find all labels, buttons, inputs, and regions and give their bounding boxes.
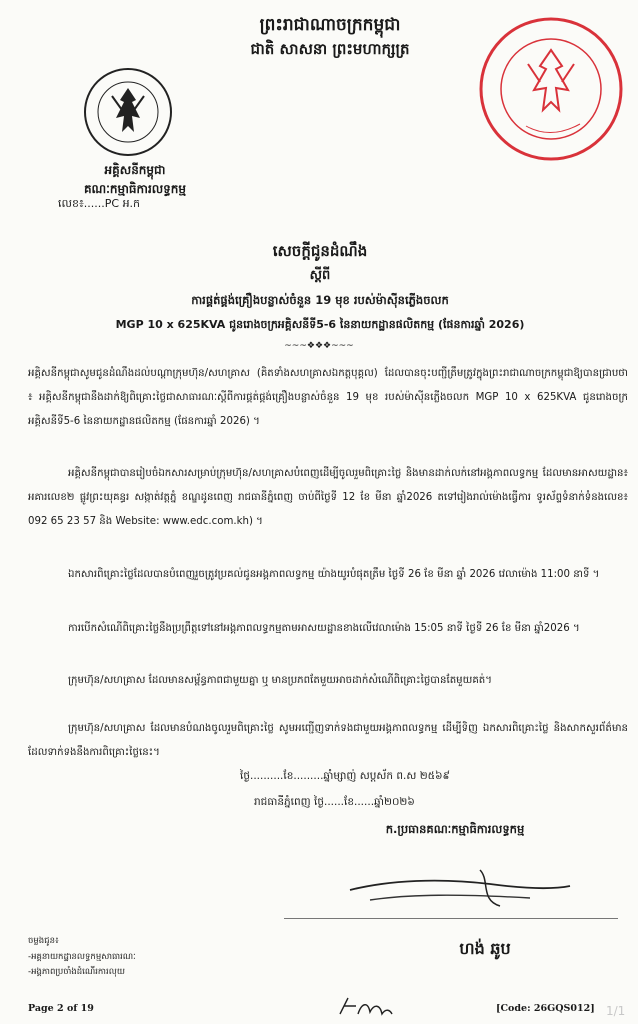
motto-heading: ជាតិ សាសនា ព្រះមហាក្សត្រ (250, 40, 410, 58)
title-ornament: ~~~❖❖❖~~~ (284, 341, 354, 351)
org-dept: គណៈកម្មាធិការលទ្ធកម្ម (83, 182, 187, 196)
lunar-date: ថ្ងៃ..........ខែ.........ឆ្នាំម្សាញ់ សប្តស័ក ព.ស ២៥៦៩ (240, 770, 450, 782)
org-name: អគ្គិសនីកម្ពុជា (104, 163, 166, 177)
subject-line-1: ការផ្គត់ផ្គង់គ្រឿងបន្លាស់ចំនួន 19 មុខ របស់ម៉ាស៊ីនភ្លើងចលក (191, 293, 449, 307)
paragraph-3: ឯកសារពិគ្រោះថ្លៃដែលបានបំពេញរួចត្រូវប្រគល់ជូនអង្គភាពលទ្ធកម្ម យ៉ាងយូរបំផុតត្រឹម ថ្ងៃទី 26 ខែ មីនា ឆ្នាំ 2026 វេលាម៉ោង 11:00 នាទី ។ (68, 569, 600, 580)
cc-title: ចម្លងជូន៖ (28, 936, 59, 946)
reference-number: លេខ៖......PC អ.ក (58, 197, 141, 210)
signer-title: ក.ប្រធានគណៈកម្មាធិការលទ្ធកម្ម (385, 822, 525, 836)
page-indicator: Page 2 of 19 (28, 1003, 94, 1014)
kingdom-heading: ព្រះរាជាណាចក្រកម្ពុជា (259, 15, 401, 35)
notice-title: សេចក្តីជូនដំណឹង (272, 242, 368, 260)
paragraph-2: អគ្គិសនីកម្ពុជាបានរៀបចំឯកសារសម្រាប់ក្រុមហ៊ុន/សហគ្រាសបំពេញដើម្បីចូលរួមពិគ្រោះថ្លៃ និងមានដាក់លក់នៅអង្គភាពលទ្ធកម្ម ដែលមានអាសយដ្ឋាន៖ អគារលេខ២ ផ្លូវព្រះយុគន្ធរ សង្កាត់វត្តភ្នំ ខណ្ឌដូនពេញ រាជធានីភ្នំពេញ ចាប់ពីថ្ងៃទី 12 ខែ មីនា ឆ្នាំ2026 តទៅរៀងរាល់ម៉ោងធ្វើការ ទូរស័ព្ទទំនាក់ទំនងលេខ៖ 092 65 23 57 និង Website: www.edc.com.kh) ។ (28, 468, 628, 527)
edc-logo (82, 66, 174, 158)
signer-name: ហង់ ឆូប (459, 939, 511, 958)
handwritten-signature (330, 850, 580, 920)
notice-about: ស្តីពី (309, 268, 331, 283)
paragraph-6: ក្រុមហ៊ុន/សហគ្រាស ដែលមានបំណងចូលរួមពិគ្រោះថ្លៃ សូមអញ្ជើញទាក់ទងជាមួយអង្គភាពលទ្ធកម្ម ដើម្បីទិញ ឯកសារពិគ្រោះថ្លៃ និងសាកសួរព័ត៌មានដែលទាក់ទងនឹងការពិគ្រោះថ្លៃនេះ។ (28, 723, 628, 758)
paragraph-1: អគ្គិសនីកម្ពុជាសូមជូនដំណឹងដល់បណ្តាក្រុមហ៊ុន/សហគ្រាស (គិតទាំងសហគ្រាសឯកត្តបុគ្គល) ដែលបានចុះបញ្ជីត្រឹមត្រូវក្នុងព្រះរាជាណាចក្រកម្ពុជាឱ្យបានជ្រាបថា ៖ អគ្គិសនីកម្ពុជានឹងដាក់ឱ្យពិគ្រោះថ្លៃជាសាធារណៈស្តីពីការផ្គត់ផ្គង់គ្រឿងបន្លាស់ចំនួន 19 មុខ របស់ម៉ាស៊ីនភ្លើងចលក MGP 10 x 625KVA ជូនរោងចក្រអគ្គិសនីទី5-6 នៃនាយកដ្ឋានផលិតកម្ម (ផែនការឆ្នាំ 2026) ។ (28, 368, 628, 427)
cc-item: -អគ្គនាយកដ្ឋានលទ្ធកម្មសាធារណៈ (28, 952, 136, 962)
paragraph-5: ក្រុមហ៊ុន/សហគ្រាស ដែលមានសម្ព័ន្ធភាពជាមួយគ្នា ឬ មានប្រភពតែមួយអាចដាក់សំណើពិគ្រោះថ្លៃបានតែមួយគត់។ (68, 675, 492, 686)
solar-date: រាជធានីភ្នំពេញ ថ្ងៃ......ខែ......ឆ្នាំ២០២៦ (254, 796, 415, 808)
signature-divider (284, 918, 618, 919)
subject-line-2: MGP 10 x 625KVA ជូនរោងចក្រអគ្គិសនីទី5-6 នៃនាយកដ្ឋានផលិតកម្ម (ផែនការឆ្នាំ 2026) (115, 318, 525, 331)
initials-mark (336, 992, 396, 1022)
cc-item: -អង្គភាពប្រចាំងដំណើរការលុយ (28, 967, 125, 977)
document-code: [Code: 26GQS012] (496, 1003, 595, 1014)
official-stamp (476, 14, 626, 164)
paragraph-4: ការបើកសំណើពិគ្រោះថ្លៃនឹងប្រព្រឹត្តទៅនៅអង្គភាពលទ្ធកម្មតាមអាសយដ្ឋានខាងលើវេលាម៉ោង 15:05 នាទី ថ្ងៃទី 26 ខែ មីនា ឆ្នាំ2026 ។ (68, 623, 580, 634)
pdf-page-number: 1/1 (606, 1004, 626, 1018)
